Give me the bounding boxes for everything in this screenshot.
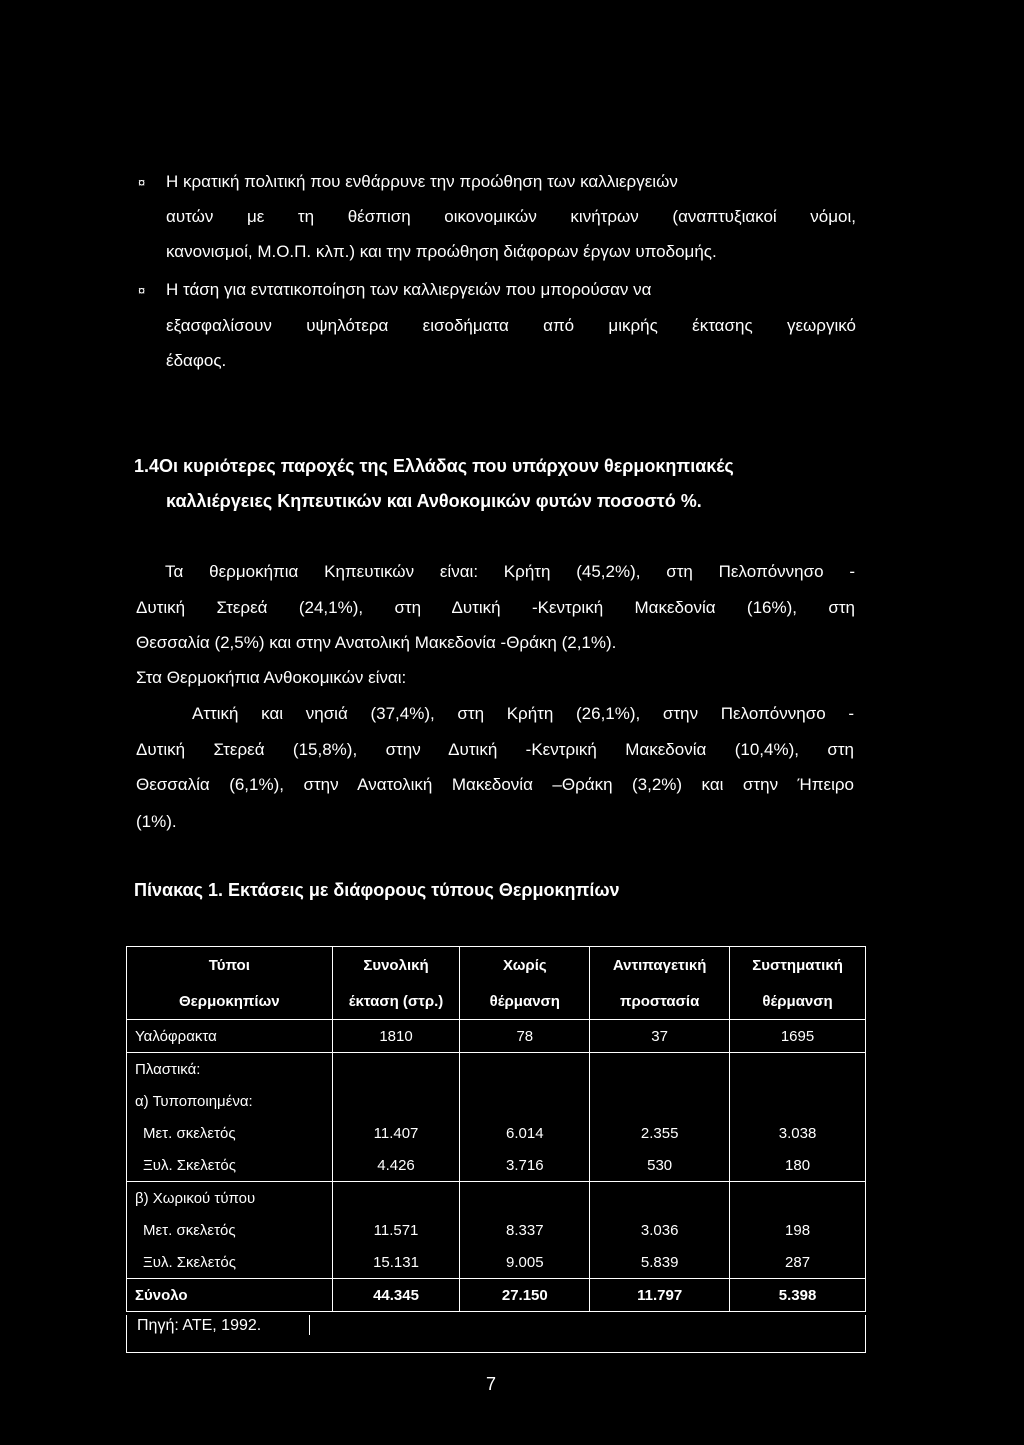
cell: 1695 bbox=[730, 1020, 866, 1053]
cell bbox=[332, 1182, 460, 1215]
bullet-icon: ¤ bbox=[138, 175, 146, 190]
page-number: 7 bbox=[486, 1374, 497, 1394]
cell: 37 bbox=[590, 1020, 730, 1053]
row-label: α) Τυποποιημένα: bbox=[127, 1085, 333, 1117]
row-label: Ξυλ. Σκελετός bbox=[127, 1149, 333, 1182]
header-cell: Τύποι bbox=[127, 947, 333, 984]
section-heading-line-2: καλλιέργειες Κηπευτικών και Ανθοκομικών φυτών ποσοστό %. bbox=[166, 491, 702, 511]
bullet-text: Η τάση για εντατικοποίηση των καλλιεργειών που μπορούσαν να bbox=[166, 280, 652, 299]
cell bbox=[460, 1182, 590, 1215]
table-row bbox=[127, 1053, 866, 1086]
cell: 44.345 bbox=[332, 1279, 460, 1312]
table-row bbox=[127, 1214, 866, 1246]
cell: 8.337 bbox=[460, 1214, 590, 1246]
cell: 5.398 bbox=[730, 1279, 866, 1312]
table-row bbox=[127, 1246, 866, 1279]
cell: 180 bbox=[730, 1149, 866, 1182]
cell: 11.797 bbox=[590, 1279, 730, 1312]
table-row bbox=[127, 1182, 866, 1215]
cell bbox=[730, 1182, 866, 1215]
cell bbox=[590, 1085, 730, 1117]
cell: 3.038 bbox=[730, 1117, 866, 1149]
paragraph-2-line-1: Αττική και νησιά (37,4%), στη Κρήτη (26,1%), στην Πελοπόννησο - bbox=[192, 704, 854, 723]
cell: 4.426 bbox=[332, 1149, 460, 1182]
cell bbox=[332, 1053, 460, 1086]
row-label: Πλαστικά: bbox=[127, 1053, 333, 1086]
cell: 3.036 bbox=[590, 1214, 730, 1246]
table-source: Πηγή: ΑΤΕ, 1992. bbox=[137, 1317, 262, 1334]
paragraph-1-line-2: Δυτική Στερεά (24,1%), στη Δυτική -Κεντρική Μακεδονία (16%), στη bbox=[136, 598, 855, 617]
bullet-item-1-line-2: αυτών με τη θέσπιση οικονομικών κινήτρων (αναπτυξιακοί νόμοι, bbox=[166, 207, 856, 226]
cell: 78 bbox=[460, 1020, 590, 1053]
cell: 15.131 bbox=[332, 1246, 460, 1279]
header-cell: Αντιπαγετική bbox=[590, 947, 730, 984]
header-cell: θέρμανση bbox=[460, 983, 590, 1020]
cell: 287 bbox=[730, 1246, 866, 1279]
cell: 2.355 bbox=[590, 1117, 730, 1149]
cell: 9.005 bbox=[460, 1246, 590, 1279]
cell: 530 bbox=[590, 1149, 730, 1182]
bullet-item-2-line-1 bbox=[138, 280, 856, 300]
cell: 198 bbox=[730, 1214, 866, 1246]
table-row bbox=[127, 1085, 866, 1117]
cell bbox=[730, 1085, 866, 1117]
greenhouse-table bbox=[126, 946, 866, 1312]
paragraph-2-line-4: (1%). bbox=[136, 812, 177, 831]
cell: 11.571 bbox=[332, 1214, 460, 1246]
bullet-item-1-line-1 bbox=[138, 172, 856, 192]
table-source-row bbox=[126, 1315, 866, 1353]
table-total-row bbox=[127, 1279, 866, 1312]
header-cell: Συστηματική bbox=[730, 947, 866, 984]
header-cell: Χωρίς bbox=[460, 947, 590, 984]
table-row bbox=[127, 1117, 866, 1149]
cell: 11.407 bbox=[332, 1117, 460, 1149]
cell bbox=[460, 1053, 590, 1086]
section-heading-line-1: 1.4Οι κυριότερες παροχές της Ελλάδας που υπάρχουν θερμοκηπιακές bbox=[134, 456, 734, 476]
cell: 5.839 bbox=[590, 1246, 730, 1279]
cell bbox=[460, 1085, 590, 1117]
row-label: β) Χωρικού τύπου bbox=[127, 1182, 333, 1215]
cell: 1810 bbox=[332, 1020, 460, 1053]
table-row bbox=[127, 1020, 866, 1053]
row-label: Μετ. σκελετός bbox=[127, 1214, 333, 1246]
header-cell: θέρμανση bbox=[730, 983, 866, 1020]
cell: 27.150 bbox=[460, 1279, 590, 1312]
table-header-row-2 bbox=[127, 983, 866, 1020]
header-cell: Συνολική bbox=[332, 947, 460, 984]
header-cell: Θερμοκηπίων bbox=[127, 983, 333, 1020]
bullet-text: Η κρατική πολιτική που ενθάρρυνε την προώθηση των καλλιεργειών bbox=[166, 172, 678, 191]
table-header-row-1 bbox=[127, 947, 866, 984]
cell bbox=[332, 1085, 460, 1117]
row-label: Ξυλ. Σκελετός bbox=[127, 1246, 333, 1279]
paragraph-2-intro: Στα Θερμοκήπια Ανθοκομικών είναι: bbox=[136, 668, 407, 687]
total-label: Σύνολο bbox=[127, 1279, 333, 1312]
header-cell: προστασία bbox=[590, 983, 730, 1020]
row-label: Μετ. σκελετός bbox=[127, 1117, 333, 1149]
cell: 6.014 bbox=[460, 1117, 590, 1149]
table-title: Πίνακας 1. Εκτάσεις με διάφορους τύπους Θερμοκηπίων bbox=[134, 880, 620, 900]
cell bbox=[590, 1053, 730, 1086]
bullet-item-1-line-3: κανονισμοί, Μ.Ο.Π. κλπ.) και την προώθηση διάφορων έργων υποδομής. bbox=[166, 242, 717, 261]
header-cell: έκταση (στρ.) bbox=[332, 983, 460, 1020]
paragraph-1-line-3: Θεσσαλία (2,5%) και στην Ανατολική Μακεδονία -Θράκη (2,1%). bbox=[136, 633, 617, 652]
source-divider bbox=[309, 1315, 310, 1335]
paragraph-1-line-1: Τα θερμοκήπια Κηπευτικών είναι: Κρήτη (45,2%), στη Πελοπόννησο - bbox=[165, 562, 855, 581]
cell: 3.716 bbox=[460, 1149, 590, 1182]
paragraph-2-line-3: Θεσσαλία (6,1%), στην Ανατολική Μακεδονία –Θράκη (3,2%) και στην Ήπειρο bbox=[136, 775, 854, 794]
bullet-item-2-line-3: έδαφος. bbox=[166, 351, 227, 370]
bullet-item-2-line-2: εξασφαλίσουν υψηλότερα εισοδήματα από μικρής έκτασης γεωργικό bbox=[166, 316, 856, 335]
paragraph-2-line-2: Δυτική Στερεά (15,8%), στην Δυτική -Κεντρική Μακεδονία (10,4%), στη bbox=[136, 740, 854, 759]
bullet-icon: ¤ bbox=[138, 283, 146, 298]
cell bbox=[730, 1053, 866, 1086]
row-label: Υαλόφρακτα bbox=[127, 1020, 333, 1053]
table-row bbox=[127, 1149, 866, 1182]
cell bbox=[590, 1182, 730, 1215]
